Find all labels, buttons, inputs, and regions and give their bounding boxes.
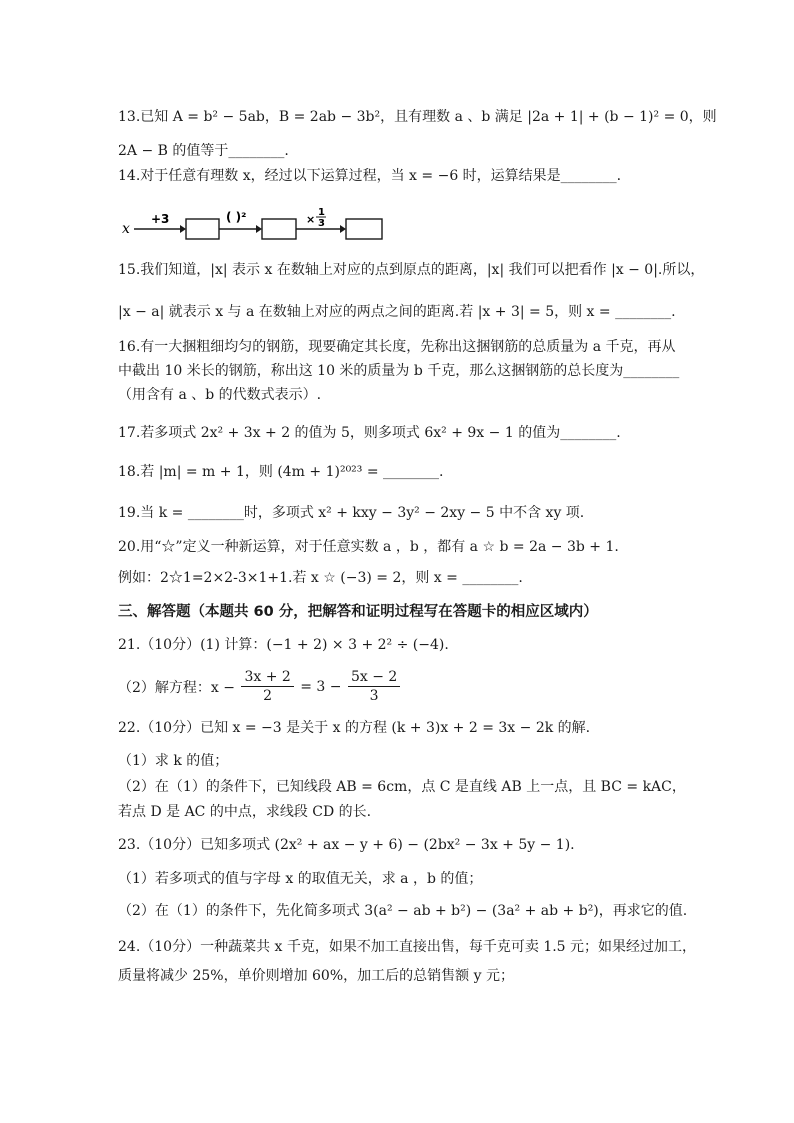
- question-18: 18.若 |m| = m + 1，则 (4m + 1)²⁰²³ = ________.: [118, 464, 444, 480]
- question-21-part-2: [118, 668, 402, 708]
- q21b-lead: （2）解方程：x −: [118, 679, 235, 696]
- question-16-line-1: 16.有一大捆粗细均匀的钢筋，现要确定其长度，先称出这捆钢筋的总质量为 a 千克，再从: [118, 339, 676, 355]
- question-13-line-1: 13.已知 A = b² − 5ab，B = 2ab − 3b²，且有理数 a 、b 满足 |2a + 1| + (b − 1)² = 0，则: [118, 109, 717, 125]
- q21b-fraction-2-denominator: 3: [369, 688, 379, 704]
- q21b-fraction-2: [348, 668, 400, 705]
- q21b-fraction-1-denominator: 2: [263, 688, 273, 704]
- q21b-fraction-1: [241, 668, 293, 705]
- question-15-line-1: 15.我们知道，|x| 表示 x 在数轴上对应的点到原点的距离，|x| 我们可以把看作 |x − 0|.所以，: [118, 262, 705, 278]
- question-24-line-2: 质量将减少 25%，单价则增加 60%，加工后的总销售额 y 元；: [118, 968, 514, 984]
- question-23-line-3: （2）在（1）的条件下，先化简多项式 3(a² − ab + b²) − (3a² + ab + b²)，再求它的值.: [118, 903, 688, 919]
- question-20-line-2: 例如：2☆1=2×2-3×1+1.若 x ☆ (−3) = 2，则 x = ________.: [118, 570, 523, 586]
- question-15-line-2: |x − a| 就表示 x 与 a 在数轴上对应的两点之间的距离.若 |x + 3| = 5，则 x = ________.: [118, 304, 676, 320]
- flow-arrowhead-3: [340, 225, 346, 233]
- question-22-line-3: （2）在（1）的条件下，已知线段 AB = 6cm，点 C 是直线 AB 上一点，且 BC = kAC，: [118, 779, 686, 795]
- operation-flow-diagram: [118, 205, 388, 245]
- flow-input-x: x: [122, 221, 130, 237]
- q21b-middle: = 3 −: [300, 678, 342, 695]
- question-23-line-2: （1）若多项式的值与字母 x 的取值无关，求 a ，b 的值；: [118, 871, 483, 887]
- question-22-line-4: 若点 D 是 AC 的中点，求线段 CD 的长.: [118, 804, 372, 820]
- question-17: 17.若多项式 2x² + 3x + 2 的值为 5，则多项式 6x² + 9x − 1 的值为________.: [118, 425, 621, 441]
- flow-box-2: [262, 219, 296, 239]
- question-20-line-1: 20.用“☆”定义一种新运算，对于任意实数 a ，b ，都有 a ☆ b = 2a − 3b + 1.: [118, 539, 619, 555]
- question-23-line-1: 23.（10分）已知多项式 (2x² + ax − y + 6) − (2bx² − 3x + 5y − 1).: [118, 837, 575, 853]
- question-16-line-2: 中截出 10 米长的钢筋，称出这 10 米的质量为 b 千克，那么这捆钢筋的总长度为________: [118, 363, 680, 379]
- question-16-line-3: （用含有 a 、b 的代数式表示）.: [118, 387, 322, 403]
- question-22-line-2: （1）求 k 的值；: [118, 753, 229, 769]
- question-19: 19.当 k = ________时，多项式 x² + kxy − 3y² − 2xy − 5 中不含 xy 项.: [118, 505, 585, 521]
- flow-op-times-sign: ×: [306, 213, 316, 226]
- question-24-line-1: 24.（10分）一种蔬菜共 x 千克，如果不加工直接出售，每千克可卖 1.5 元；如果经过加工，: [118, 939, 697, 955]
- question-14: 14.对于任意有理数 x，经过以下运算过程，当 x = −6 时，运算结果是________.: [118, 168, 622, 184]
- question-22-line-1: 22.（10分）已知 x = −3 是关于 x 的方程 (k + 3)x + 2 = 3x − 2k 的解.: [118, 720, 591, 736]
- flow-op-square: ( )²: [226, 210, 247, 224]
- question-13-line-2: 2A − B 的值等于________.: [118, 143, 289, 159]
- flow-arrowhead-1: [180, 225, 186, 233]
- flow-op-plus3: +3: [151, 212, 170, 226]
- q21b-fraction-2-numerator: 5x − 2: [348, 668, 400, 687]
- section-3-heading: 三、解答题（本题共 60 分，把解答和证明过程写在答题卡的相应区域内）: [118, 604, 598, 620]
- q21b-fraction-1-numerator: 3x + 2: [241, 668, 293, 687]
- flow-arrowhead-2: [256, 225, 262, 233]
- flow-op-third-denominator: 3: [318, 218, 325, 229]
- flow-box-3: [346, 219, 382, 239]
- flow-box-1: [186, 219, 219, 239]
- question-21-part-1: 21.（10分）(1) 计算：(−1 + 2) × 3 + 2² ÷ (−4).: [118, 637, 449, 653]
- flow-op-third-numerator: 1: [318, 207, 325, 218]
